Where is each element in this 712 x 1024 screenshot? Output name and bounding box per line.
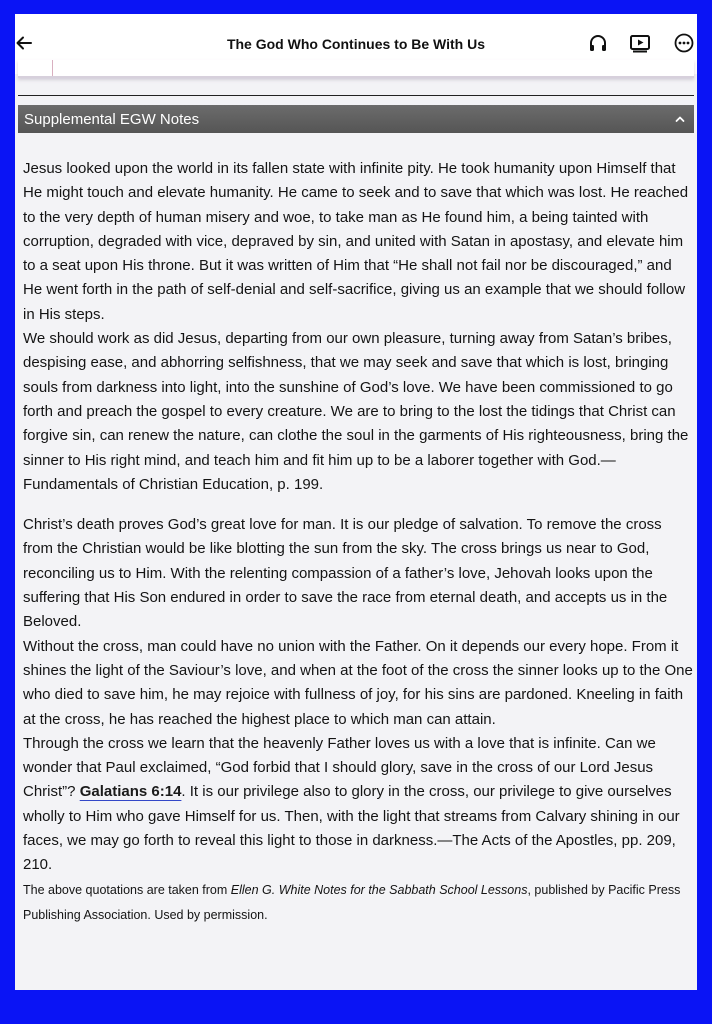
chevron-up-icon — [674, 113, 686, 125]
page-title: The God Who Continues to Be With Us — [226, 36, 486, 52]
more-options-icon — [673, 32, 695, 54]
paragraph-1: Jesus looked upon the world in its fallen state with infinite pity. He took humanity upon Himself that He might touch and elevate humanity. He came to seek and to save that which was lost. He reached to the very depth of human misery and woe, to take man as He found him, a being tainted with corruption, degraded with vice, depraved by sin, and united with Satan in apostasy, and elevate him to a seat upon His throne. But it was written of Him that “He shall not fail nor be discouraged,” and He went forth in the path of self-denial and self-sacrifice, giving us an example that we should follow in His steps. — [23, 160, 689, 323]
play-video-icon — [629, 32, 651, 54]
attribution-book-title: Ellen G. White Notes for the Sabbath School Lessons — [230, 882, 528, 897]
attribution-text-end: , published by Pacific Press Publishing Association. Used by permission. — [23, 882, 681, 922]
paragraph-5-text-start: Through the cross we learn that the heavenly Father loves us with a love that is infinite. Can we wonder that Paul exclaimed, “God forbid that I should glory, save in the cross of our Lord Jesus Christ”? — [23, 734, 656, 801]
card-edge-marker — [52, 60, 53, 76]
paragraph-2: We should work as did Jesus, departing from our own pleasure, turning away from Satan’s bribes, despising ease, and abhorring selfishness, that we may seek and save that which is lost, bringing souls from darkness into light, into the sunshine of God’s love. We have been commissioned to go forth and preach the gospel to every creature. We are to bring to the lost the tidings that Christ can forgive sin, can renew the nature, can clothe the soul in the garments of His righteousness, bring the sinner to His right mind, and teach him and fit him up to be a laborer together with God.—Fundamentals of Christian Education, p. 199. — [23, 330, 689, 493]
paragraph-gap — [23, 497, 693, 513]
back-button[interactable] — [15, 28, 35, 58]
back-arrow-icon — [15, 34, 33, 52]
app-frame — [15, 14, 697, 990]
supplemental-notes-header[interactable] — [18, 105, 694, 133]
notes-content — [23, 157, 693, 928]
paragraph-5 — [23, 732, 693, 878]
audio-button[interactable] — [585, 30, 611, 56]
attribution-note — [23, 878, 693, 928]
video-button[interactable] — [627, 30, 653, 56]
more-options-button[interactable] — [671, 30, 697, 56]
scripture-link-galatians[interactable]: Galatians 6:14 — [79, 783, 182, 801]
headphones-icon — [587, 32, 609, 54]
collapse-button[interactable] — [666, 105, 694, 133]
paragraph-4: Without the cross, man could have no union with the Father. On it depends our every hope. From it shines the light of the Saviour’s love, and when at the foot of the cross the sinner looks up to the One who died to save him, he may rejoice with fullness of joy, for his sins are pardoned. Kneeling in faith at the cross, he has reached the highest place to which man can attain. — [23, 637, 693, 728]
attribution-text-start: The above quotations are taken from — [23, 882, 231, 897]
section-title: Supplemental EGW Notes — [24, 110, 200, 128]
paragraph-5-text-end: . It is our privilege also to glory in the cross, our privilege to give ourselves wholly to Him who gave Himself for us. Then, with the light that streams from Calvary shining in our faces, we may go forth to reveal this light to those in darkness.—The Acts of the Apostles, pp. 209, 210. — [23, 783, 680, 874]
previous-section-card — [18, 60, 694, 78]
section-divider — [18, 95, 694, 96]
paragraph-3: Christ’s death proves God’s great love for man. It is our pledge of salvation. To remove the cross from the Christian would be like blotting the sun from the sky. The cross brings us near to God, reconciling us to Him. With the relenting compassion of a father’s love, Jehovah looks upon the suffering that His Son endured in order to save the race from eternal death, and accepts us in the Beloved. — [23, 516, 668, 631]
